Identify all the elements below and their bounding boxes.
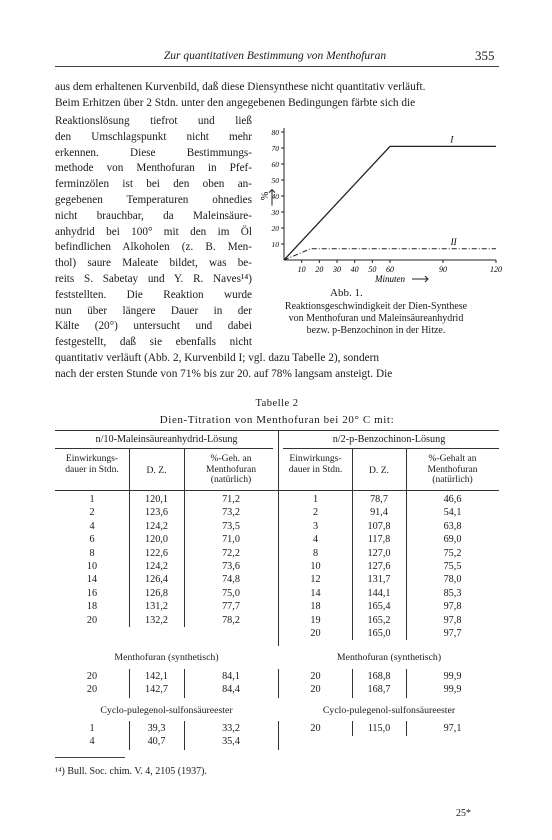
column-rule [406,449,407,490]
table-cell: 72,2 [222,547,240,559]
text-line: erkennen. Diese Bestimmungs- [55,146,252,159]
table-cell: 127,0 [367,547,391,559]
y-tick-label: 50 [271,176,279,185]
table-cell: 132,2 [145,614,168,626]
group-header: n/10-Maleinsäureanhydrid-Lösung [95,434,238,445]
y-tick-label: 10 [271,240,279,249]
table-cell: 99,9 [443,671,462,682]
table-cell: 78,2 [222,614,240,626]
caption-line: von Menthofuran und Maleinsäureanhydrid [288,313,464,324]
group-header: n/2-p-Benzochinon-Lösung [332,434,446,445]
text-line: thol) saure Maleate bildet, was be- [55,257,252,270]
table-cell: 20 [310,684,321,696]
y-tick-label: 20 [271,224,279,233]
column-rule [184,491,185,627]
table-cell: 1 [312,494,319,505]
text-line: Reaktionslösung tiefrot und ließ [55,115,252,127]
table-cell: 14 [310,587,321,599]
table-cell: 168,8 [367,671,391,682]
column-rule [352,491,353,640]
x-tick-label: 20 [315,265,324,274]
table-cell: 74,8 [222,574,240,586]
x-tick-label: 120 [490,265,502,274]
column-header: %-Geh. an Menthofuran (natürlich) [205,453,257,485]
footnote: ¹⁴) Bull. Soc. chim. V. 4, 2105 (1937). [55,766,207,777]
text-line: aus dem erhaltenen Kurvenbild, daß diese Diensynthese nicht quantitativ verläuft. [55,81,426,93]
section-label: Cyclo-pulegenol-sulfonsäureester [100,705,233,716]
table-cell: 97,7 [443,628,462,639]
table-cell: 40,7 [147,736,166,748]
table-cell: 69,0 [443,534,462,546]
header-rule [55,66,499,67]
signature-mark: 25* [456,808,471,819]
table-rule [55,448,273,449]
column-rule [278,669,279,698]
table-cell: 73,2 [222,507,240,519]
text-line: ferminzölen ist bei den oben an- [55,178,252,191]
table-cell: 126,4 [145,574,168,586]
figure-caption [252,301,500,337]
table-cell: 78,0 [443,574,462,586]
table-cell: 107,8 [367,520,391,532]
table-cell: 14 [86,574,98,586]
column-rule [406,721,407,736]
column-header: Einwirkungs- dauer in Stdn. [288,453,343,475]
column-rule [352,449,353,490]
text-line: reits S. Sabetay und Y. R. Naves¹⁴) [55,272,252,285]
table-cell: 20 [310,628,321,639]
table-cell: 126,8 [145,587,168,599]
table-cell: 165,2 [367,614,391,626]
table-cell: 1 [89,723,95,734]
column-header: %-Gehalt an Menthofuran (natürlich) [427,453,478,485]
column-header: D. Z. [146,465,167,476]
wrapped-text-column [55,114,252,351]
table-cell: 20 [310,723,321,734]
x-tick-label: 90 [439,265,447,274]
table-cell: 3 [312,520,319,532]
table-cell: 33,2 [222,723,240,734]
table-cell: 142,7 [145,684,168,696]
table-cell: 10 [310,561,321,572]
table-cell: 117,8 [367,534,391,546]
table-cell: 127,6 [367,561,391,572]
table-cell: 115,0 [367,723,391,734]
table-cell: 4 [89,736,95,748]
column-rule [352,721,353,736]
table-cell: 19 [310,614,321,626]
column-rule [129,491,130,627]
text-line: festgestellt, daß sie ebenfalls nicht [55,336,252,349]
text-line: den Umschlagspunkt nicht mehr [55,130,252,143]
table-cell: 120,1 [145,494,168,505]
x-tick-label: 30 [333,265,341,274]
table-cell: 73,5 [222,520,240,532]
table-cell: 165,4 [367,601,391,613]
table-cell: 84,4 [222,684,240,696]
table-cell: 122,6 [145,547,168,559]
text-line: nach der ersten Stunde von 71% bis zur 20. auf 78% langsam ansteigt. Die [55,368,393,380]
table-cell: 124,2 [145,520,168,532]
chart-svg [256,124,526,284]
table-cell: 12 [310,574,321,586]
table-title: Tabelle 2 [255,398,299,409]
table-cell: 131,2 [145,601,168,613]
column-rule [406,669,407,698]
y-tick-label: 80 [271,128,279,137]
y-tick-label: 40 [271,192,279,201]
series-label: II [450,236,457,247]
text-line: befindlichen Alkoholen (z. B. Men- [55,241,252,254]
table-cell: 165,0 [367,628,391,639]
table-cell: 77,7 [222,601,240,613]
table-cell: 124,2 [145,561,168,572]
table-cell: 71,0 [222,534,240,546]
caption-line: Reaktionsgeschwindigkeit der Dien-Synthese [284,301,468,312]
table-cell: 75,0 [222,587,240,599]
column-rule [129,669,130,698]
table-rule [55,490,499,491]
table-cell: 91,4 [370,507,388,519]
text-line: nun über längere Dauer in der [55,304,252,317]
y-tick-label: 60 [271,160,279,169]
section-label: Menthofuran (synthetisch) [114,652,219,663]
series-line [284,249,496,260]
table-cell: 78,7 [370,494,388,505]
table-cell: 18 [310,601,321,613]
text-line: quantitativ verläuft (Abb. 2, Kurvenbild I; vgl. dazu Tabelle 2), sondern [55,352,380,364]
series-label: I [450,134,454,145]
table-cell: 18 [86,601,98,613]
column-rule [278,721,279,750]
table-cell: 6 [89,534,95,546]
table-cell: 4 [89,520,95,532]
column-rule [406,491,407,640]
table-cell: 1 [89,494,95,505]
text-line: gegebenen Temperaturen ohnedies [55,193,252,206]
y-tick-label: 70 [271,144,279,153]
running-title: Zur quantitativen Bestimmung von Menthofuran [163,50,387,62]
figure-chart [256,124,526,284]
table-cell: 4 [312,534,319,546]
series-line [284,146,496,260]
figure-label: Abb. 1. [330,287,363,299]
table-cell: 54,1 [443,507,462,519]
table-cell: 99,9 [443,684,462,696]
column-rule [184,721,185,750]
table-cell: 84,1 [222,671,240,682]
table-cell: 2 [312,507,319,519]
x-axis-label: Minuten [375,274,405,284]
column-rule [184,669,185,698]
table-cell: 75,5 [443,561,462,572]
table-cell: 131,7 [367,574,391,586]
table-cell: 20 [86,614,98,626]
column-rule [129,449,130,490]
table-cell: 10 [86,561,98,572]
section-label: Menthofuran (synthetisch) [336,652,442,663]
table-cell: 144,1 [367,587,391,599]
section-label: Cyclo-pulegenol-sulfonsäureester [322,705,456,716]
x-tick-label: 40 [350,265,359,274]
page-number: 355 [475,48,495,63]
column-header: Einwirkungs- dauer in Stdn. [65,453,119,475]
table-cell: 20 [86,684,98,696]
table-cell: 75,2 [443,547,462,559]
table-cell: 142,1 [145,671,168,682]
footnote-rule [55,757,125,758]
column-header: D. Z. [369,465,389,476]
table-cell: 85,3 [443,587,462,599]
table-cell: 73,6 [222,561,240,572]
text-line: nicht brauchbar, da Maleinsäure- [55,209,252,222]
text-line: anhydrid bei 100° mit den im Öl [55,225,252,238]
table-cell: 97,8 [443,601,462,613]
caption-line: bezw. p-Benzochinon in der Hitze. [306,325,446,336]
table-cell: 16 [86,587,98,599]
table-cell: 46,6 [443,494,462,505]
table-rule [283,448,499,449]
table-cell: 20 [86,671,98,682]
table-cell: 63,8 [443,520,462,532]
table-cell: 71,2 [222,494,240,505]
text-line: methode von Menthofuran in Pfef- [55,162,252,175]
y-tick-label: 30 [271,208,279,217]
table-cell: 120,0 [145,534,168,546]
table-cell: 97,8 [443,614,462,626]
column-rule [129,721,130,750]
x-tick-label: 60 [386,265,394,274]
table-cell: 97,1 [443,723,462,734]
text-line: Beim Erhitzen über 2 Stdn. unter den angegebenen Bedingungen färbte sich die [55,97,416,109]
table-cell: 168,7 [367,684,391,696]
table-rule [55,430,499,431]
table-subtitle: Dien-Titration von Menthofuran bei 20° C mit: [159,414,395,426]
table-cell: 2 [89,507,95,519]
table-cell: 20 [310,671,321,682]
x-tick-label: 50 [368,265,377,274]
column-rule [184,449,185,490]
text-line: feststellten. Die Reaktion wurde [55,288,252,301]
table-cell: 39,3 [147,723,166,734]
text-line: Kälte (20°) untersucht und dabei [55,320,252,333]
table-cell: 8 [312,547,319,559]
table-cell: 35,4 [222,736,240,748]
column-rule [352,669,353,698]
table-cell: 8 [89,547,95,559]
x-tick-label: 10 [297,265,306,274]
y-axis-label: % [260,191,271,201]
table-cell: 123,6 [145,507,168,519]
